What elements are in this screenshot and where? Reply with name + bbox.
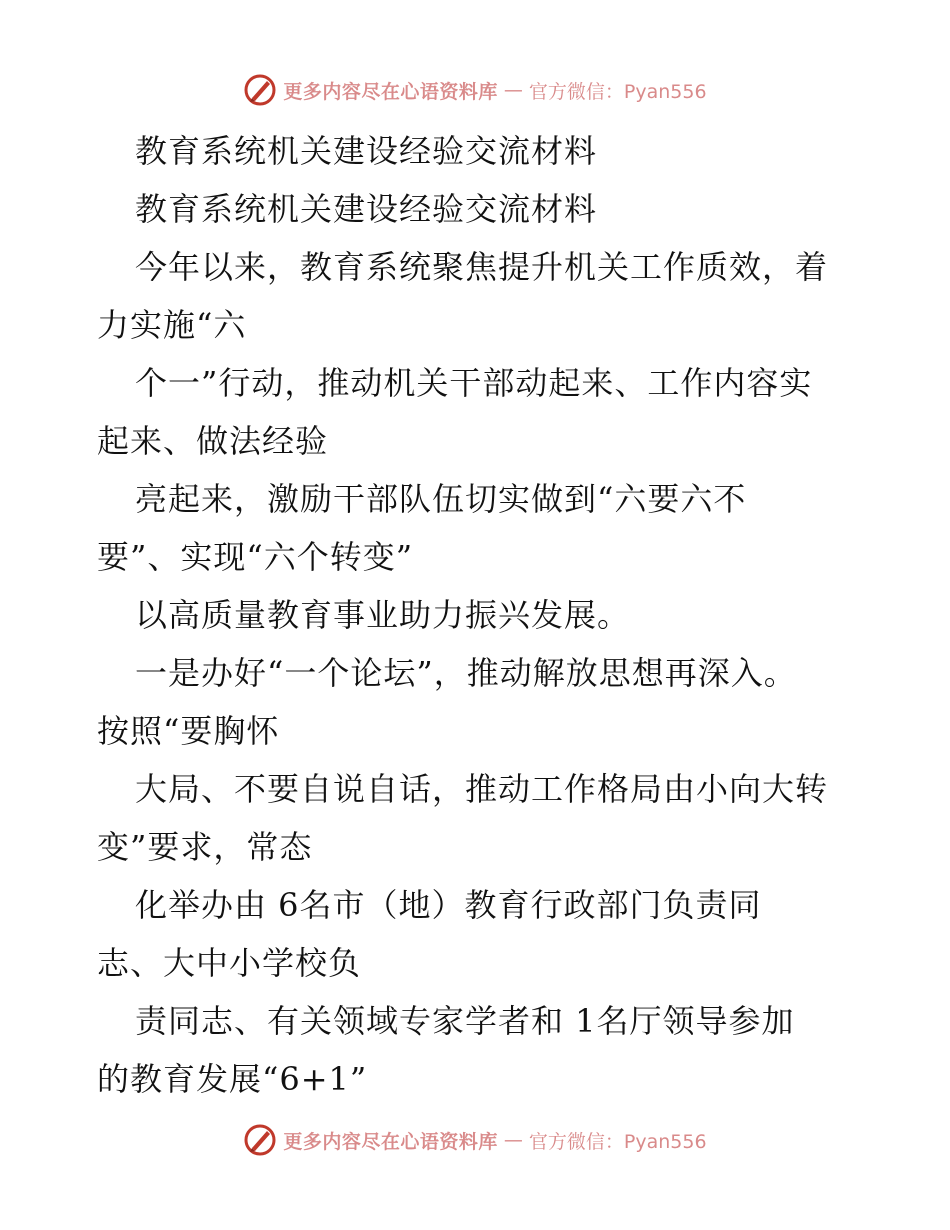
banner-separator: — (503, 79, 523, 101)
pen-logo-icon (243, 1123, 277, 1157)
text-line: 亮起来，激励干部队伍切实做到“六要六不 (135, 480, 747, 518)
text-line: 一是办好“一个论坛”，推动解放思想再深入。 (135, 654, 797, 692)
text-line: 大局、不要自说自话，推动工作格局由小向大转 (135, 770, 829, 808)
banner-contact: 官方微信：Pyan556 (528, 80, 707, 103)
text-line: 按照“要胸怀 (97, 712, 280, 750)
text-line: 个一”行动，推动机关干部动起来、工作内容实 (135, 364, 813, 402)
header-watermark-banner (0, 70, 950, 110)
text-line: 要”、实现“六个转变” (97, 538, 414, 576)
text-line: 今年以来，教育系统聚焦提升机关工作质效，着 (135, 248, 829, 286)
banner-title: 更多内容尽在心语资料库 (283, 80, 498, 103)
text-line: 教育系统机关建设经验交流材料 (135, 190, 598, 228)
text-line: 教育系统机关建设经验交流材料 (135, 132, 598, 170)
text-line: 志、大中小学校负 (97, 944, 362, 982)
text-line: 以高质量教育事业助力振兴发展。 (135, 596, 631, 634)
text-line: 的教育发展“6+1” (97, 1060, 368, 1098)
text-line: 责同志、有关领域专家学者和 1名厅领导参加 (135, 1002, 795, 1040)
document-body (97, 122, 857, 1108)
banner-title: 更多内容尽在心语资料库 (283, 1130, 498, 1153)
banner-contact: 官方微信：Pyan556 (528, 1130, 707, 1153)
text-line: 力实施“六 (97, 306, 247, 344)
text-line: 化举办由 6名市（地）教育行政部门负责同 (135, 886, 762, 924)
text-line: 变”要求，常态 (97, 828, 313, 866)
banner-separator: — (503, 1129, 523, 1151)
footer-watermark-banner (0, 1120, 950, 1160)
text-line: 起来、做法经验 (97, 422, 329, 460)
pen-logo-icon (243, 73, 277, 107)
